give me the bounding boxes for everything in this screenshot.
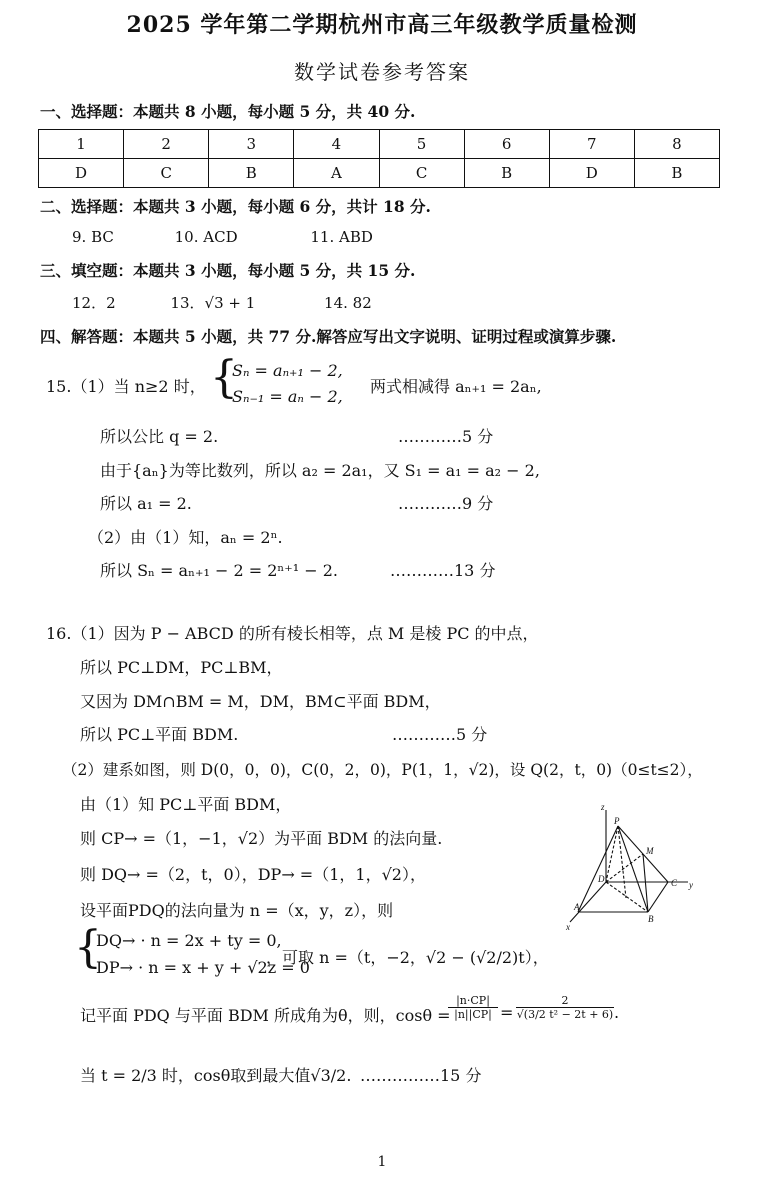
q16-line4: 所以 PC⊥平面 BDM. — [80, 725, 239, 744]
table-row-answers — [39, 159, 720, 188]
frac2-numerator: 2 — [516, 994, 614, 1008]
page-number: 1 — [377, 1154, 387, 1170]
table-cell: C — [379, 159, 464, 188]
q16-line8: 则 DQ→ =（2，t，0），DP→ =（1，1，√2）， — [80, 865, 426, 884]
equals-sign: = — [500, 1003, 514, 1022]
label-y: y — [689, 880, 693, 890]
q15-score2: …………5 分 — [398, 427, 494, 446]
q16-frac1 — [448, 994, 498, 1021]
q15-line4: 所以 a₁ = 2. — [100, 494, 192, 513]
frac2-denominator: √(3/2 t² − 2t + 6) — [516, 1008, 614, 1021]
q15-line1-suffix: 两式相减得 aₙ₊₁ = 2aₙ, — [370, 377, 542, 396]
q15-line6: 所以 Sₙ = aₙ₊₁ − 2 = 2ⁿ⁺¹ − 2. — [100, 561, 339, 580]
answer-12: 12．2 — [72, 294, 116, 312]
q16-score12: ……………15 分 — [360, 1066, 482, 1085]
q15-line3: 由于{aₙ}为等比数列，所以 a₂ = 2a₁，又 S₁ = a₁ = a₂ − 2, — [100, 461, 540, 480]
edge-BC — [648, 882, 668, 912]
table-cell: 2 — [124, 130, 209, 159]
q16-line5: （2）建系如图，则 D(0，0，0)，C(0，2，0)，P(1，1，√2)，设 Q(2，t，0)（0≤t≤2）， — [62, 761, 703, 779]
q15-brace: { — [210, 352, 238, 403]
frac1-numerator: |n·CP| — [448, 994, 498, 1008]
label-B: B — [648, 914, 654, 924]
table-cell: B — [464, 159, 549, 188]
q16-line3: 又因为 DM∩BM = M，DM，BM⊂平面 BDM， — [80, 692, 441, 711]
label-C: C — [671, 878, 678, 888]
table-row-numbers — [39, 130, 720, 159]
q15-score6: …………13 分 — [390, 561, 496, 580]
table-cell: 7 — [549, 130, 634, 159]
table-cell: C — [124, 159, 209, 188]
pyramid-figure — [556, 798, 716, 938]
section2-answers — [72, 228, 433, 246]
edge-PA — [578, 826, 618, 912]
label-M: M — [646, 846, 654, 856]
label-z: z — [601, 802, 605, 812]
answer-11: 11. ABD — [310, 228, 373, 246]
section1-heading: 一、选择题：本题共 8 小题，每小题 5 分，共 40 分. — [40, 102, 416, 121]
table-cell: 4 — [294, 130, 379, 159]
q16-line10-suffix: ，可取 n =（t，−2，√2 − (√2/2)t）， — [266, 948, 549, 967]
q16-score4: …………5 分 — [392, 725, 488, 744]
period: . — [614, 1003, 620, 1022]
section3-heading: 三、填空题：本题共 3 小题，每小题 5 分，共 15 分. — [40, 261, 416, 280]
table-cell: B — [209, 159, 294, 188]
section2-heading: 二、选择题：本题共 3 小题，每小题 6 分，共计 18 分. — [40, 197, 431, 216]
q16-brace: { — [74, 922, 102, 973]
table-cell: 3 — [209, 130, 294, 159]
table-cell: 8 — [634, 130, 719, 159]
edge-PD — [606, 826, 618, 882]
q16-line12: 当 t = 2/3 时，cosθ取到最大值√3/2. — [80, 1066, 352, 1085]
q15-score4: …………9 分 — [398, 494, 494, 513]
table-cell: A — [294, 159, 379, 188]
table-cell: D — [549, 159, 634, 188]
q16-line6: 由（1）知 PC⊥平面 BDM， — [80, 795, 292, 814]
label-P: P — [614, 816, 620, 826]
table-cell: 1 — [39, 130, 124, 159]
q16-line2: 所以 PC⊥DM，PC⊥BM， — [80, 658, 283, 677]
q15-line2: 所以公比 q = 2. — [100, 427, 219, 446]
table-cell: 6 — [464, 130, 549, 159]
q16-line7: 则 CP→ =（1，−1，√2）为平面 BDM 的法向量. — [80, 829, 443, 848]
label-A: A — [574, 902, 580, 912]
page-subtitle: 数学试卷参考答案 — [294, 60, 470, 84]
table-cell: B — [634, 159, 719, 188]
q16-system-eq2: DP→ · n = x + y + √2z = 0 — [96, 958, 310, 977]
label-D: D — [598, 874, 605, 884]
page-title: 2025 学年第二学期杭州市高三年级教学质量检测 — [126, 12, 638, 38]
answer-13: 13．√3 + 1 — [170, 294, 256, 312]
label-x: x — [566, 922, 570, 932]
section3-answers — [72, 292, 432, 313]
answer-9: 9. BC — [72, 228, 114, 246]
q15-system-eq1: Sₙ = aₙ₊₁ − 2, — [232, 361, 343, 380]
answer-10: 10. ACD — [174, 228, 238, 246]
answer-14: 14. 82 — [324, 294, 372, 312]
q15-system-eq2: Sₙ₋₁ = aₙ − 2, — [232, 387, 343, 406]
answer-table — [38, 129, 720, 188]
q16-line9: 设平面PDQ的法向量为 n =（x，y，z），则 — [80, 901, 394, 920]
q16-line1: 16.（1）因为 P − ABCD 的所有棱长相等，点 M 是棱 PC 的中点， — [46, 624, 539, 643]
q15-line1-prefix: 15.（1）当 n≥2 时， — [46, 377, 206, 396]
section4-heading: 四、解答题：本题共 5 小题，共 77 分.解答应写出文字说明、证明过程或演算步骤. — [40, 327, 617, 346]
table-cell: D — [39, 159, 124, 188]
q16-frac2 — [516, 994, 614, 1021]
q16-line11-prefix: 记平面 PDQ 与平面 BDM 所成角为θ，则，cosθ = — [80, 1006, 451, 1025]
q15-line5: （2）由（1）知，aₙ = 2ⁿ. — [88, 528, 283, 547]
frac1-denominator: |n||CP| — [454, 1008, 492, 1021]
edge-DB — [606, 882, 648, 912]
q16-system-eq1: DQ→ · n = 2x + ty = 0, — [96, 931, 282, 950]
table-cell: 5 — [379, 130, 464, 159]
